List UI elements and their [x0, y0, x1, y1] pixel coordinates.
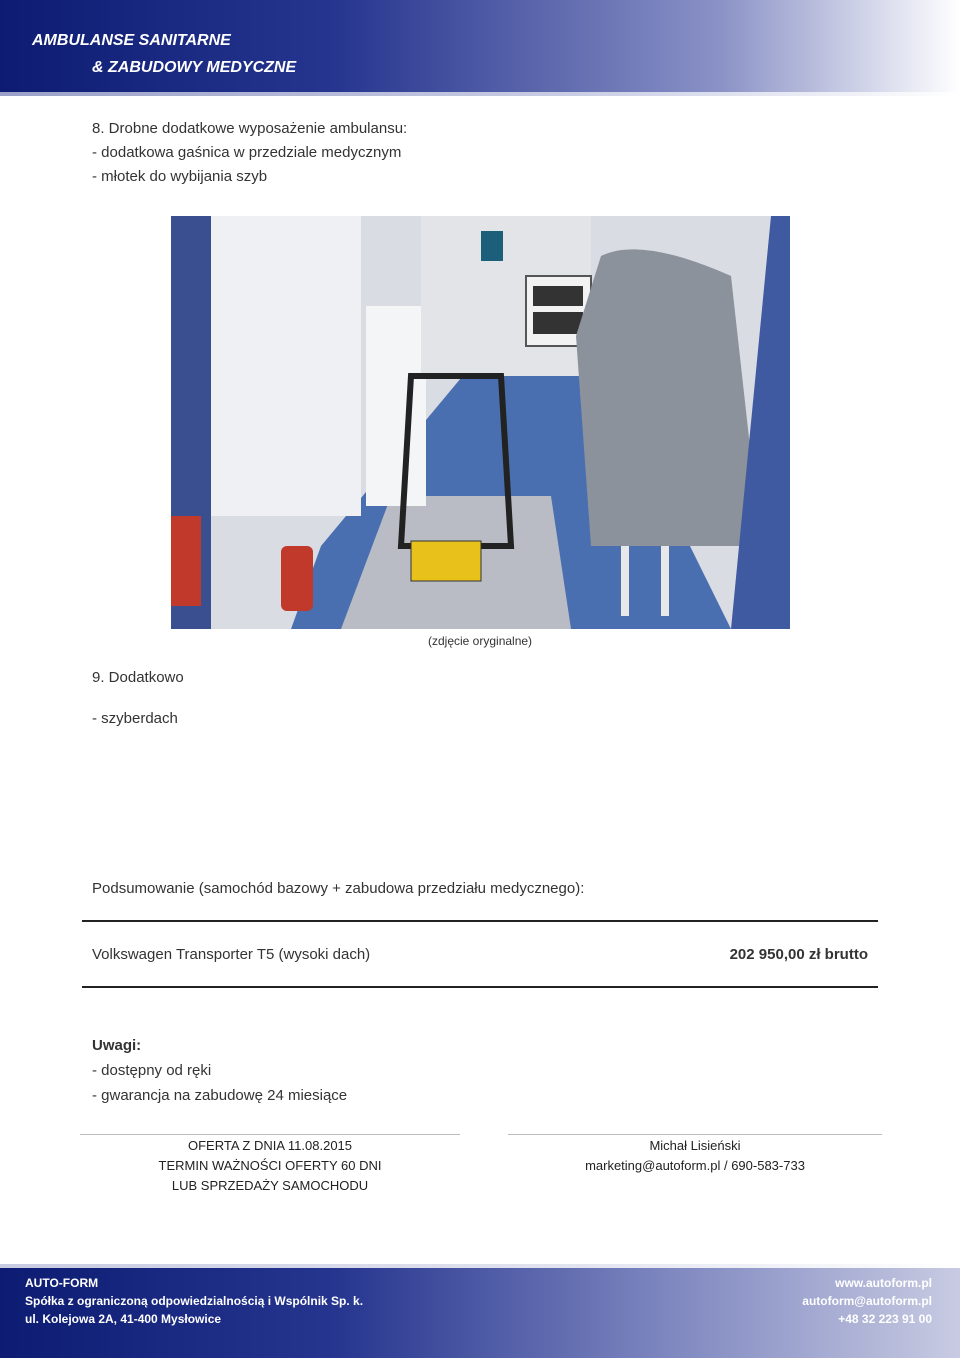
section-9-title: 9. Dodatkowo [92, 669, 184, 686]
offer-block [80, 1136, 460, 1196]
ambulance-interior-illustration [171, 216, 790, 629]
section-8 [92, 117, 407, 189]
footer-company: AUTO-FORM [25, 1276, 99, 1290]
offer-validity: TERMIN WAŻNOŚCI OFERTY 60 DNI [158, 1158, 382, 1173]
offer-validity-note: LUB SPRZEDAŻY SAMOCHODU [171, 1178, 369, 1193]
section-8-item: - dodatkowa gaśnica w przedziale medycznym [92, 144, 402, 161]
notes-item: - gwarancja na zabudowę 24 miesiące [92, 1087, 348, 1104]
contact-block [508, 1136, 882, 1176]
header-title-line2: & ZABUDOWY MEDYCZNE [92, 59, 297, 76]
summary-title: Podsumowanie (samochód bazowy + zabudowa przedziału medycznego): [92, 880, 585, 897]
offer-date: OFERTA Z DNIA 11.08.2015 [187, 1138, 353, 1153]
contact-details: marketing@autoform.pl / 690-583-733 [585, 1158, 805, 1173]
photo-caption: (zdjęcie oryginalne) [428, 634, 533, 648]
vehicle-price: 202 950,00 zł brutto [729, 946, 868, 963]
footer-legal: Spółka z ograniczoną odpowiedzialnością i Wspólnik Sp. k. [25, 1294, 364, 1308]
section-9-item: - szyberdach [92, 710, 178, 727]
footer-email[interactable]: autoform@autoform.pl [802, 1294, 932, 1308]
footer-address: ul. Kolejowa 2A, 41-400 Mysłowice [25, 1312, 222, 1326]
section-8-title: 8. Drobne dodatkowe wyposażenie ambulansu: [92, 120, 408, 137]
summary-bottom-rule [82, 986, 878, 988]
notes-item: - dostępny od ręki [92, 1062, 212, 1079]
footer-website[interactable]: www.autoform.pl [835, 1276, 932, 1290]
header-divider [0, 92, 960, 96]
vehicle-name: Volkswagen Transporter T5 (wysoki dach) [92, 946, 371, 963]
ambulance-interior-photo [171, 216, 790, 629]
notes-title: Uwagi: [92, 1037, 142, 1054]
footer-phone: +48 32 223 91 00 [838, 1312, 932, 1326]
contact-name: Michał Lisieński [649, 1138, 741, 1153]
contact-signature-line [508, 1134, 882, 1135]
section-8-item: - młotek do wybijania szyb [92, 168, 268, 185]
page-footer [0, 1268, 960, 1358]
header-title-line1: AMBULANSE SANITARNE [32, 32, 231, 49]
offer-signature-line [80, 1134, 460, 1135]
summary-top-rule [82, 920, 878, 922]
notes [92, 1033, 347, 1108]
